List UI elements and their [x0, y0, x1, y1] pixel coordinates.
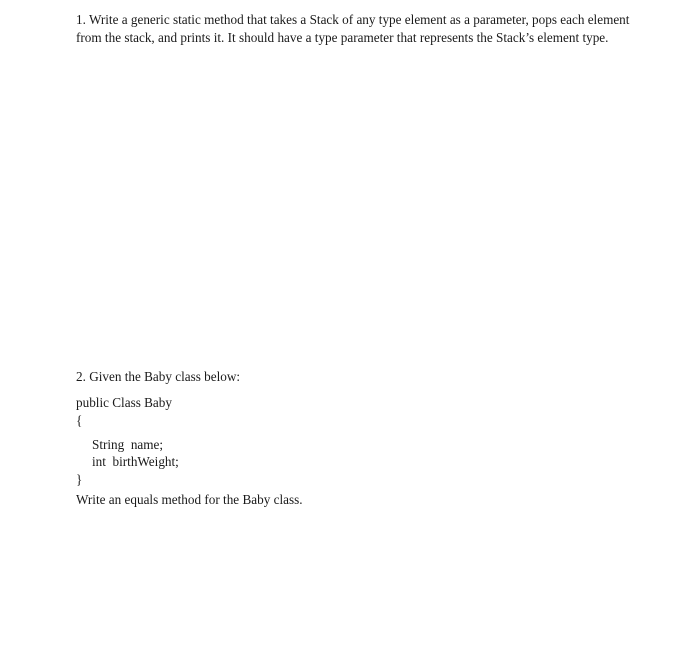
question-1-text: 1. Write a generic static method that takes a Stack of any type element as a parameter, pops each element from the stack, and prints it. It should have a type parameter that represents the Stack’s element type.: [76, 12, 630, 45]
class-declaration: public Class Baby: [76, 395, 172, 410]
field-birth-weight: int birthWeight;: [92, 453, 179, 469]
question-2-instruction: Write an equals method for the Baby class.: [76, 492, 303, 507]
baby-class-code-block: [76, 395, 179, 489]
question-2-heading: 2. Given the Baby class below:: [76, 369, 241, 384]
close-brace: }: [76, 472, 83, 487]
field-name: String name;: [92, 437, 164, 452]
open-brace: {: [76, 412, 83, 428]
